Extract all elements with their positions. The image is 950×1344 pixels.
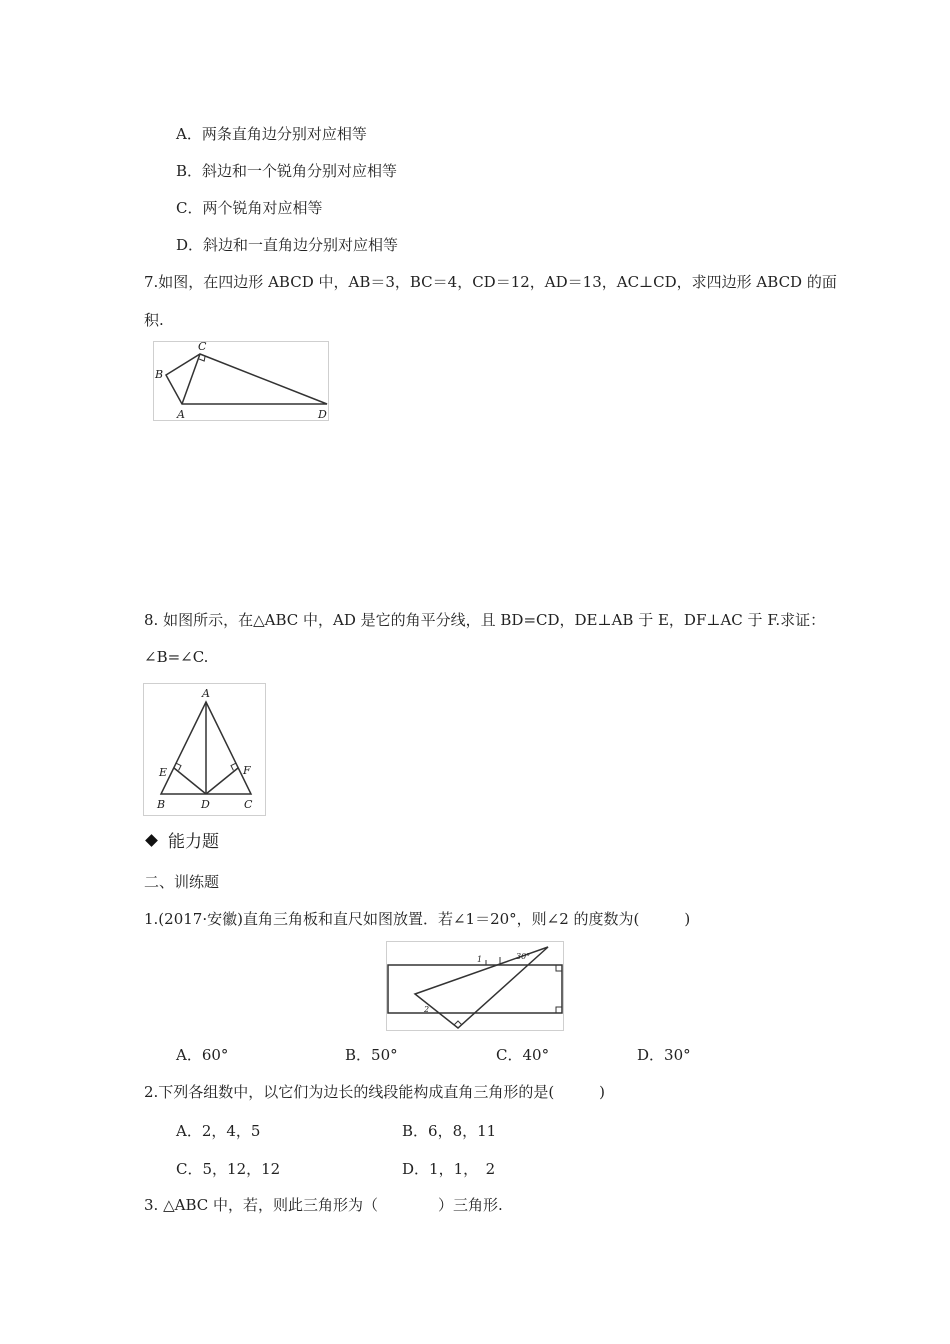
p2-option-b: B．6，8，11: [402, 1122, 497, 1140]
label-c: C: [244, 798, 253, 811]
section-heading: [147, 831, 219, 853]
section-heading-label: 能力题: [168, 832, 219, 852]
angle-2-label: 2: [424, 1005, 430, 1014]
isosceles-triangle-figure: [143, 683, 266, 816]
label-c: C: [198, 342, 207, 353]
ruler-triangle-figure: [386, 941, 564, 1031]
p2-option-d: D．1，1， 2: [402, 1160, 496, 1178]
question-8-text-cont: ∠B=∠C.: [144, 648, 209, 666]
label-d: D: [318, 408, 327, 420]
section-subheading: 二、训练题: [144, 873, 220, 891]
question-7-text: 7.如图，在四边形 ABCD 中，AB＝3，BC＝4，CD＝12，AD＝13，AC⊥CD，求四边形 ABCD 的面: [144, 273, 837, 291]
diamond-bullet-icon: [145, 834, 158, 847]
p1-option-a: A．60°: [176, 1046, 229, 1064]
question-8-text: 8. 如图所示，在△ABC 中，AD 是它的角平分线，且 BD=CD，DE⊥AB 于 E，DF⊥AC 于 F.求证：: [144, 611, 826, 629]
option-c: C．两个锐角对应相等: [176, 199, 323, 217]
problem-3-text: 3. △ABC 中，若，则此三角形为（ ）三角形.: [144, 1196, 503, 1214]
label-d: D: [201, 798, 210, 811]
label-a: A: [202, 687, 210, 700]
problem-1-text: 1.(2017·安徽)直角三角板和直尺如图放置．若∠1＝20°，则∠2 的度数为( ): [144, 910, 691, 928]
option-b: B．斜边和一个锐角分别对应相等: [176, 162, 398, 180]
quadrilateral-figure: [153, 341, 329, 421]
option-a: A．两条直角边分别对应相等: [176, 125, 367, 143]
angle-30-label: 30°: [516, 952, 531, 961]
label-a: A: [177, 408, 185, 420]
label-f: F: [243, 764, 251, 777]
label-b: B: [155, 368, 164, 381]
p1-option-d: D．30°: [637, 1046, 691, 1064]
p2-option-c: C．5，12，12: [176, 1160, 281, 1178]
label-b: B: [157, 798, 166, 811]
problem-2-text: 2.下列各组数中，以它们为边长的线段能构成直角三角形的是( ): [144, 1083, 606, 1101]
angle-1-label: 1: [477, 955, 483, 964]
p2-option-a: A．2，4，5: [176, 1122, 261, 1140]
p1-option-c: C．40°: [496, 1046, 550, 1064]
p1-option-b: B．50°: [345, 1046, 398, 1064]
option-d: D．斜边和一直角边分别对应相等: [176, 236, 399, 254]
question-7-text-cont: 积.: [144, 311, 164, 329]
label-e: E: [159, 766, 168, 779]
